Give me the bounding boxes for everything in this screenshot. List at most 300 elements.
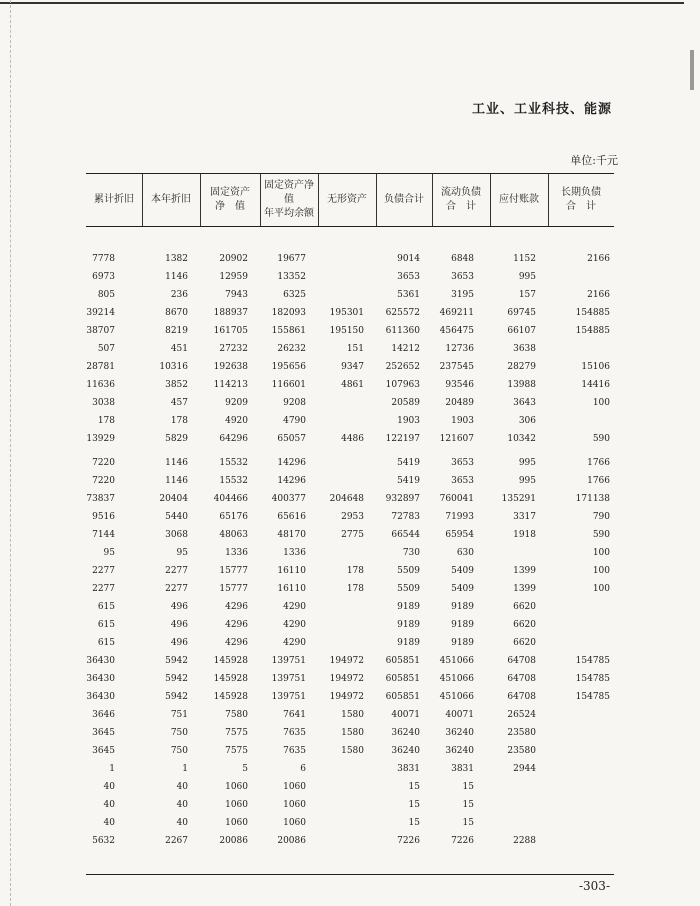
table-cell: 507: [97, 344, 115, 354]
table-cell: 615: [97, 638, 115, 648]
table-cell: 3653: [451, 272, 474, 282]
table-row: [86, 599, 614, 616]
table-cell: 1: [182, 764, 188, 774]
table-cell: 1580: [341, 710, 364, 720]
table-cell: 66544: [391, 530, 420, 540]
table-cell: 139751: [271, 656, 306, 666]
table-cell: 1382: [165, 254, 188, 264]
table-cell: 100: [592, 548, 610, 558]
table-cell: 27232: [219, 344, 248, 354]
table-cell: 3638: [513, 344, 536, 354]
table-cell: 40071: [445, 710, 474, 720]
table-row: [86, 413, 614, 430]
table-cell: 155861: [271, 326, 306, 336]
table-cell: 116601: [271, 380, 306, 390]
table-cell: 760041: [439, 494, 474, 504]
table-cell: 9189: [451, 638, 474, 648]
table-cell: 605851: [385, 656, 420, 666]
table-cell: 194972: [329, 692, 364, 702]
table-cell: 15777: [219, 584, 248, 594]
table-cell: 16110: [277, 566, 306, 576]
table-cell: 20489: [445, 398, 474, 408]
table-cell: 1060: [283, 818, 306, 828]
column-divider: [200, 174, 201, 226]
table-cell: 66107: [507, 326, 536, 336]
table-row: [86, 323, 614, 340]
table-cell: 15: [462, 782, 474, 792]
table-cell: 5632: [92, 836, 115, 846]
table-cell: 36240: [391, 728, 420, 738]
table-cell: 95: [176, 548, 188, 558]
table-cell: 15: [408, 800, 420, 810]
table-cell: 2277: [92, 566, 115, 576]
table-cell: 5419: [397, 458, 420, 468]
table-cell: 4290: [283, 602, 306, 612]
table-cell: 9189: [451, 620, 474, 630]
table-cell: 5829: [165, 434, 188, 444]
binding-margin: [10, 0, 11, 906]
table-cell: 995: [518, 272, 536, 282]
table-cell: 28279: [507, 362, 536, 372]
table-cell: 40: [176, 782, 188, 792]
table-cell: 154885: [575, 326, 610, 336]
table-cell: 1903: [451, 416, 474, 426]
column-header: 应付账款: [499, 194, 539, 205]
table-cell: 135291: [501, 494, 536, 504]
table-row: [86, 779, 614, 796]
table-cell: 178: [346, 584, 364, 594]
column-divider: [376, 174, 377, 226]
table-cell: 9189: [397, 620, 420, 630]
table-cell: 69745: [507, 308, 536, 318]
table-cell: 48063: [219, 530, 248, 540]
table-row: [86, 269, 614, 286]
table-cell: 23580: [507, 728, 536, 738]
table-cell: 750: [170, 746, 188, 756]
table-cell: 7226: [451, 836, 474, 846]
table-cell: 4290: [283, 620, 306, 630]
table-cell: 5942: [165, 656, 188, 666]
table-cell: 15532: [219, 476, 248, 486]
table-cell: 100: [592, 398, 610, 408]
table-cell: 6325: [283, 290, 306, 300]
column-header: 负债合计: [384, 194, 424, 205]
table-cell: 10342: [507, 434, 536, 444]
table-cell: 4296: [225, 638, 248, 648]
table-cell: 14296: [277, 476, 306, 486]
table-row: [86, 305, 614, 322]
table-cell: 14416: [581, 380, 610, 390]
column-divider: [318, 174, 319, 226]
column-divider: [432, 174, 433, 226]
table-cell: 122197: [385, 434, 420, 444]
table-cell: 3653: [397, 272, 420, 282]
table-cell: 64296: [219, 434, 248, 444]
table-cell: 625572: [385, 308, 420, 318]
table-cell: 451: [170, 344, 188, 354]
table-cell: 15: [408, 818, 420, 828]
table-cell: 36240: [391, 746, 420, 756]
column-header: 无形资产: [327, 194, 367, 205]
table-cell: 5409: [451, 584, 474, 594]
table-cell: 3645: [92, 728, 115, 738]
table-cell: 7641: [283, 710, 306, 720]
table-cell: 15106: [581, 362, 610, 372]
table-cell: 100: [592, 584, 610, 594]
table-cell: 20589: [391, 398, 420, 408]
table-cell: 26524: [507, 710, 536, 720]
table-cell: 14212: [391, 344, 420, 354]
scan-edge-mark: [690, 50, 694, 90]
table-row: [86, 689, 614, 706]
table-cell: 630: [456, 548, 474, 558]
table-cell: 20404: [159, 494, 188, 504]
table-cell: 496: [170, 620, 188, 630]
table-cell: 10316: [159, 362, 188, 372]
table-cell: 3643: [513, 398, 536, 408]
table-cell: 995: [518, 476, 536, 486]
table-cell: 9347: [341, 362, 364, 372]
table-row: [86, 617, 614, 634]
table-cell: 40: [176, 800, 188, 810]
table-row: [86, 725, 614, 742]
table-row: [86, 395, 614, 412]
unit-label: 单位:千元: [570, 154, 618, 167]
table-row: [86, 815, 614, 832]
table-cell: 9209: [225, 398, 248, 408]
table-row: [86, 455, 614, 472]
table-cell: 2775: [341, 530, 364, 540]
table-row: [86, 251, 614, 268]
table-row: [86, 833, 614, 850]
table-row: [86, 491, 614, 508]
table-cell: 236: [170, 290, 188, 300]
table-cell: 451066: [439, 692, 474, 702]
table-cell: 237545: [439, 362, 474, 372]
table-cell: 15532: [219, 458, 248, 468]
table-cell: 590: [592, 434, 610, 444]
table-cell: 4486: [341, 434, 364, 444]
column-header: 固定资产 净 值: [210, 187, 250, 212]
table-cell: 139751: [271, 674, 306, 684]
table-cell: 3852: [165, 380, 188, 390]
table-cell: 7943: [225, 290, 248, 300]
table-row: [86, 509, 614, 526]
table-cell: 13352: [277, 272, 306, 282]
table-cell: 7220: [92, 458, 115, 468]
table-cell: 1: [109, 764, 115, 774]
table-cell: 1918: [513, 530, 536, 540]
table-cell: 1766: [587, 476, 610, 486]
table-cell: 5: [242, 764, 248, 774]
table-cell: 1146: [165, 458, 188, 468]
table-cell: 1060: [283, 782, 306, 792]
table-cell: 1060: [225, 818, 248, 828]
table-cell: 457: [170, 398, 188, 408]
table-cell: 15777: [219, 566, 248, 576]
table-cell: 932897: [385, 494, 420, 504]
table-cell: 93546: [445, 380, 474, 390]
table-cell: 1399: [513, 584, 536, 594]
table-cell: 182093: [271, 308, 306, 318]
table-cell: 39214: [86, 308, 115, 318]
table-cell: 4296: [225, 602, 248, 612]
table-cell: 3831: [451, 764, 474, 774]
table-cell: 2277: [165, 584, 188, 594]
table-row: [86, 761, 614, 778]
table-cell: 9516: [92, 512, 115, 522]
table-cell: 7635: [283, 728, 306, 738]
table-cell: 14296: [277, 458, 306, 468]
table-cell: 2166: [587, 290, 610, 300]
table-cell: 7580: [225, 710, 248, 720]
table-cell: 1152: [513, 254, 536, 264]
table-cell: 12959: [219, 272, 248, 282]
table-header: [86, 173, 614, 227]
table-cell: 1146: [165, 272, 188, 282]
table-cell: 7144: [92, 530, 115, 540]
table-cell: 154785: [575, 692, 610, 702]
table-cell: 400377: [271, 494, 306, 504]
table-cell: 605851: [385, 674, 420, 684]
table-cell: 9189: [451, 602, 474, 612]
table-cell: 9189: [397, 602, 420, 612]
table-cell: 3831: [397, 764, 420, 774]
table-cell: 65954: [445, 530, 474, 540]
table-cell: 2267: [165, 836, 188, 846]
table-cell: 36430: [86, 692, 115, 702]
table-cell: 615: [97, 620, 115, 630]
column-header: 累计折旧: [94, 194, 134, 205]
table-cell: 4920: [225, 416, 248, 426]
table-cell: 456475: [439, 326, 474, 336]
table-cell: 451066: [439, 656, 474, 666]
table-cell: 13988: [507, 380, 536, 390]
table-row: [86, 431, 614, 448]
page-section-title: 工业、工业科技、能源: [471, 102, 612, 117]
table-row: [86, 527, 614, 544]
table-cell: 195656: [271, 362, 306, 372]
column-divider: [260, 174, 261, 226]
table-cell: 95: [103, 548, 115, 558]
table-cell: 145928: [213, 656, 248, 666]
table-cell: 145928: [213, 674, 248, 684]
page-number: -303-: [578, 879, 610, 893]
table-row: [86, 671, 614, 688]
table-cell: 40: [103, 800, 115, 810]
table-cell: 469211: [439, 308, 474, 318]
table-cell: 40: [103, 818, 115, 828]
table-cell: 72783: [391, 512, 420, 522]
column-header: 长期负债 合 计: [561, 187, 601, 212]
table-row: [86, 743, 614, 760]
table-cell: 194972: [329, 674, 364, 684]
table-row: [86, 563, 614, 580]
table-cell: 192638: [213, 362, 248, 372]
table-cell: 3068: [165, 530, 188, 540]
table-cell: 2944: [513, 764, 536, 774]
table-cell: 1060: [283, 800, 306, 810]
table-cell: 1580: [341, 746, 364, 756]
table-cell: 9189: [397, 638, 420, 648]
table-cell: 154785: [575, 656, 610, 666]
table-cell: 306: [518, 416, 536, 426]
table-cell: 1060: [225, 782, 248, 792]
table-cell: 3038: [92, 398, 115, 408]
table-cell: 171138: [575, 494, 610, 504]
table-cell: 121607: [439, 434, 474, 444]
table-cell: 12736: [445, 344, 474, 354]
table-cell: 23580: [507, 746, 536, 756]
table-cell: 139751: [271, 692, 306, 702]
table-cell: 611360: [385, 326, 420, 336]
table-cell: 5942: [165, 692, 188, 702]
table-cell: 3646: [92, 710, 115, 720]
table-cell: 3645: [92, 746, 115, 756]
table-cell: 65616: [277, 512, 306, 522]
table-cell: 71993: [445, 512, 474, 522]
table-cell: 40: [103, 782, 115, 792]
table-cell: 8219: [165, 326, 188, 336]
table-cell: 4290: [283, 638, 306, 648]
table-cell: 451066: [439, 674, 474, 684]
table-cell: 7575: [225, 728, 248, 738]
table-cell: 154885: [575, 308, 610, 318]
table-cell: 188937: [213, 308, 248, 318]
table-cell: 151: [346, 344, 364, 354]
column-divider: [142, 174, 143, 226]
table-cell: 2277: [165, 566, 188, 576]
table-cell: 178: [97, 416, 115, 426]
table-row: [86, 545, 614, 562]
table-cell: 195150: [329, 326, 364, 336]
table-cell: 64708: [507, 674, 536, 684]
table-row: [86, 635, 614, 652]
column-header: 流动负债 合 计: [441, 187, 481, 212]
table-cell: 64708: [507, 692, 536, 702]
table-cell: 178: [346, 566, 364, 576]
table-cell: 8670: [165, 308, 188, 318]
top-rule: [0, 2, 684, 4]
table-cell: 590: [592, 530, 610, 540]
table-cell: 790: [592, 512, 610, 522]
table-cell: 40071: [391, 710, 420, 720]
table-cell: 252652: [385, 362, 420, 372]
table-cell: 995: [518, 458, 536, 468]
bottom-rule: [86, 874, 614, 875]
column-header: 本年折旧: [151, 194, 191, 205]
table-cell: 154785: [575, 674, 610, 684]
table-cell: 1903: [397, 416, 420, 426]
table-row: [86, 707, 614, 724]
table-cell: 107963: [385, 380, 420, 390]
table-row: [86, 581, 614, 598]
table-cell: 36240: [445, 746, 474, 756]
table-cell: 73837: [86, 494, 115, 504]
table-cell: 65176: [219, 512, 248, 522]
table-cell: 36430: [86, 674, 115, 684]
table-cell: 5440: [165, 512, 188, 522]
table-cell: 65057: [277, 434, 306, 444]
table-cell: 7220: [92, 476, 115, 486]
table-cell: 5509: [397, 584, 420, 594]
table-cell: 26232: [277, 344, 306, 354]
table-cell: 4861: [341, 380, 364, 390]
table-cell: 6: [300, 764, 306, 774]
table-cell: 1146: [165, 476, 188, 486]
table-cell: 11636: [86, 380, 115, 390]
table-cell: 195301: [329, 308, 364, 318]
table-cell: 1399: [513, 566, 536, 576]
table-cell: 36430: [86, 656, 115, 666]
table-cell: 145928: [213, 692, 248, 702]
column-header: 固定资产净值 年平均余额: [264, 180, 314, 219]
table-cell: 19677: [277, 254, 306, 264]
table-cell: 20902: [219, 254, 248, 264]
table-cell: 5942: [165, 674, 188, 684]
table-row: [86, 653, 614, 670]
table-row: [86, 341, 614, 358]
table-cell: 114213: [213, 380, 248, 390]
table-cell: 3195: [451, 290, 474, 300]
table-cell: 9208: [283, 398, 306, 408]
table-cell: 6973: [92, 272, 115, 282]
table-cell: 2953: [341, 512, 364, 522]
table-cell: 2288: [513, 836, 536, 846]
table-row: [86, 359, 614, 376]
table-cell: 161705: [213, 326, 248, 336]
table-cell: 3653: [451, 476, 474, 486]
table-cell: 496: [170, 638, 188, 648]
table-cell: 48170: [277, 530, 306, 540]
table-cell: 605851: [385, 692, 420, 702]
table-cell: 13929: [86, 434, 115, 444]
table-cell: 9014: [397, 254, 420, 264]
table-cell: 6620: [513, 602, 536, 612]
table-cell: 20086: [219, 836, 248, 846]
table-cell: 6848: [451, 254, 474, 264]
table-cell: 496: [170, 602, 188, 612]
table-cell: 40: [176, 818, 188, 828]
table-cell: 4296: [225, 620, 248, 630]
table-cell: 7635: [283, 746, 306, 756]
table-row: [86, 287, 614, 304]
table-cell: 7575: [225, 746, 248, 756]
table-cell: 615: [97, 602, 115, 612]
table-cell: 1336: [283, 548, 306, 558]
table-cell: 4790: [283, 416, 306, 426]
table-cell: 805: [97, 290, 115, 300]
table-cell: 15: [408, 782, 420, 792]
table-cell: 7778: [92, 254, 115, 264]
table-cell: 404466: [213, 494, 248, 504]
table-cell: 1336: [225, 548, 248, 558]
table-cell: 3653: [451, 458, 474, 468]
table-cell: 1766: [587, 458, 610, 468]
table-cell: 1580: [341, 728, 364, 738]
table-cell: 194972: [329, 656, 364, 666]
table-cell: 38707: [86, 326, 115, 336]
table-row: [86, 473, 614, 490]
table-cell: 178: [170, 416, 188, 426]
table-cell: 5509: [397, 566, 420, 576]
column-divider: [490, 174, 491, 226]
table-row: [86, 377, 614, 394]
table-cell: 6620: [513, 638, 536, 648]
table-cell: 15: [462, 800, 474, 810]
table-cell: 6620: [513, 620, 536, 630]
table-cell: 751: [170, 710, 188, 720]
